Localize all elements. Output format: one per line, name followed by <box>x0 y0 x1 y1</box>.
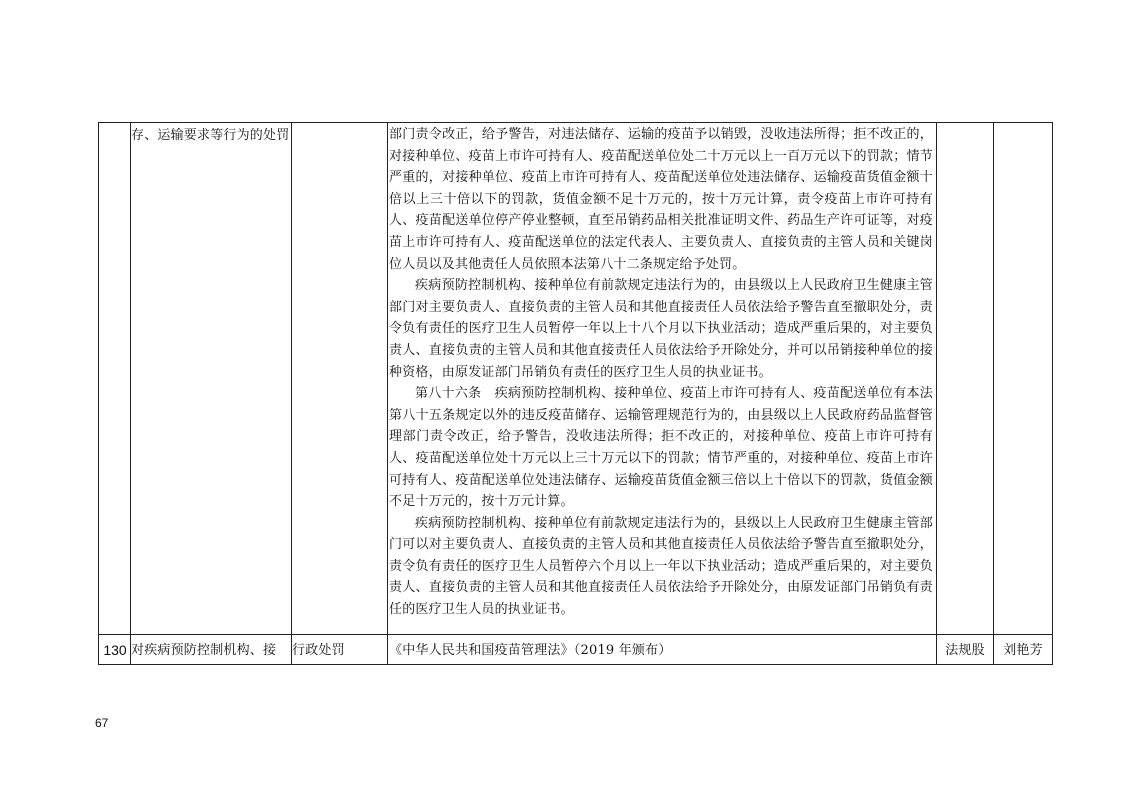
row-130-basis: 《中华人民共和国疫苗管理法》（2019 年颁布） <box>389 642 672 658</box>
column-divider <box>936 123 937 664</box>
basis-paragraph: 疾病预防控制机构、接种单位有前款规定违法行为的，县级以上人民政府卫生健康主管部门可以对主要负责人、直接负责的主管人员和其他直接责任人员依法给予警告直至撤职处分，责令负有责任的医疗卫生人员暂停六个月以上一年以下执业活动；造成严重后果的，对主要负责人、直接负责的主管人员和其他直接责任人员依法给予开除处分，由原发证部门吊销负有责任的医疗卫生人员的执业证书。 <box>389 515 933 618</box>
row-130-item: 对疾病预防控制机构、接 <box>131 642 277 658</box>
continued-item-text: 存、运输要求等行为的处罚 <box>131 128 290 143</box>
row-130-department: 法规股 <box>945 642 985 658</box>
column-divider <box>291 123 292 664</box>
basis-paragraph: 疾病预防控制机构、接种单位有前款规定违法行为的，由县级以上人民政府卫生健康主管部门对主要负责人、直接负责的主管人员和其他直接责任人员依法给予警告直至撤职处分，责令负有责任的医疗卫生人员暂停一年以上十八个月以下执业活动；造成严重后果的，对主要负责人、直接负责的主管人员和其他直接责任人员依法给予开除处分，并可以吊销接种单位的接种资格，由原发证部门吊销负有责任的医疗卫生人员的执业证书。 <box>389 278 933 380</box>
page-number: 67 <box>95 716 109 730</box>
document-table <box>98 122 1053 665</box>
column-divider <box>130 123 131 664</box>
continued-basis-text <box>389 124 933 621</box>
row-number: 130 <box>103 642 127 658</box>
column-divider <box>387 123 388 664</box>
basis-paragraph: 第八十六条 疾病预防控制机构、接种单位、疫苗上市许可持有人、疫苗配送单位有本法第八十五条规定以外的违反疫苗储存、运输管理规范行为的，由县级以上人民政府药品监督管理部门责令改正，给予警告，没收违法所得；拒不改正的，对接种单位、疫苗上市许可持有人、疫苗配送单位处十万元以上三十万元以下的罚款；情节严重的，对接种单位、疫苗上市许可持有人、疫苗配送单位处违法储存、运输疫苗货值金额三倍以上十倍以下的罚款，货值金额不足十万元的，按十万元计算。 <box>389 386 933 510</box>
row-130-category: 行政处罚 <box>292 642 345 658</box>
row-130-person: 刘艳芳 <box>1003 642 1043 658</box>
basis-paragraph: 部门责令改正，给予警告，对违法储存、运输的疫苗予以销毁，没收违法所得；拒不改正的，对接种单位、疫苗上市许可持有人、疫苗配送单位处二十万元以上一百万元以下的罚款；情节严重的，对接种单位、疫苗上市许可持有人、疫苗配送单位处违法储存、运输疫苗货值金额十倍以上三十倍以下的罚款，货值金额不足十万元的，按十万元计算，责令疫苗上市许可持有人、疫苗配送单位停产停业整顿，直至吊销药品相关批准证明文件、药品生产许可证等，对疫苗上市许可持有人、疫苗配送单位的法定代表人、主要负责人、直接负责的主管人员和关键岗位人员以及其他责任人员依照本法第八十二条规定给予处罚。 <box>389 127 933 272</box>
column-divider <box>993 123 994 664</box>
